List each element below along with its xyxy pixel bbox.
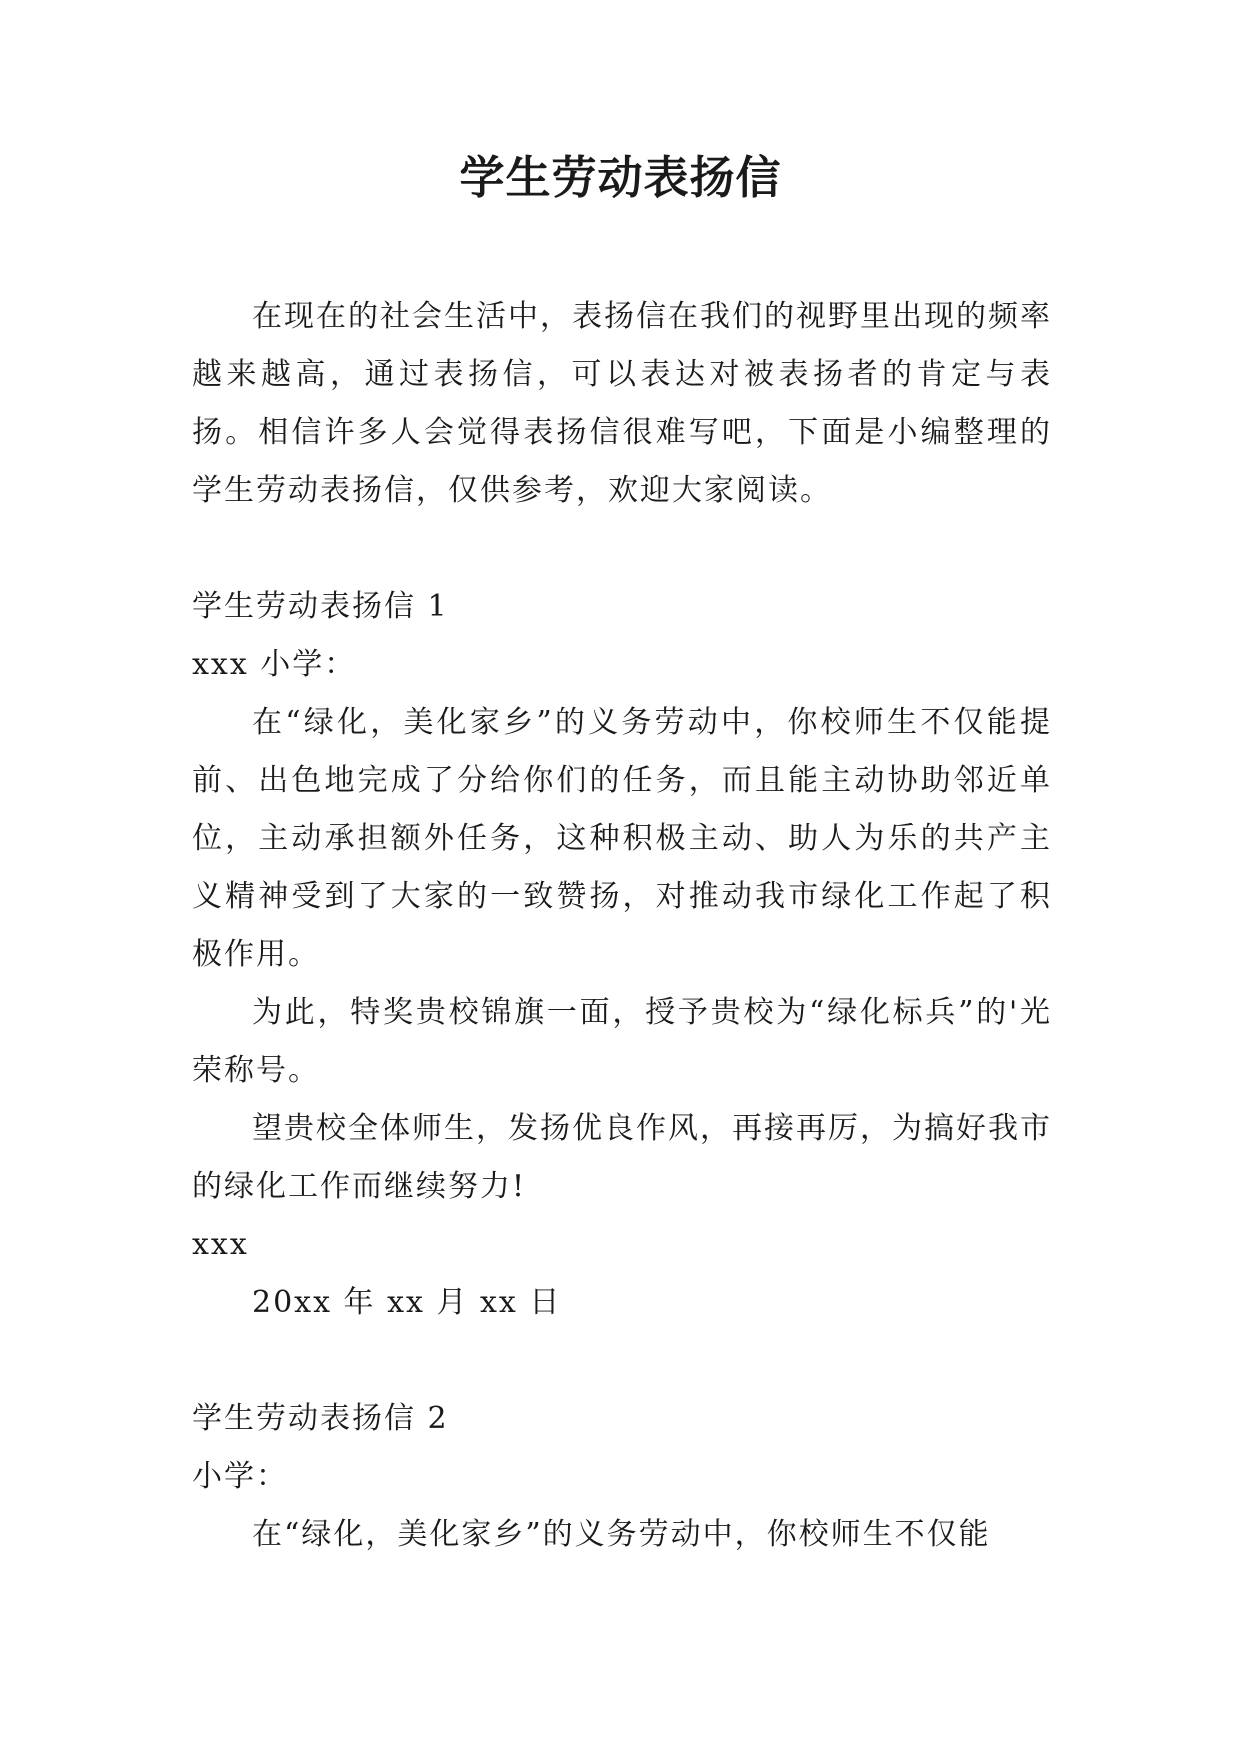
- letter1-date: 20xx 年 xx 月 xx 日: [252, 1285, 562, 1320]
- letter1-paragraph-2: 为此，特奖贵校锦旗一面，授予贵校为“绿化标兵”的'光荣称号。: [192, 995, 1052, 1088]
- letter1-paragraph-1: 在“绿化，美化家乡”的义务劳动中，你校师生不仅能提前、出色地完成了分给你们的任务，而且能主动协助邻近单位，主动承担额外任务，这种积极主动、助人为乐的共产主义精神受到了大家的一致赞扬，对推动我市绿化工作起了积极作用。: [192, 705, 1052, 972]
- letter2-salutation: 小学：: [192, 1459, 288, 1494]
- intro-paragraph: 在现在的社会生活中，表扬信在我们的视野里出现的频率越来越高，通过表扬信，可以表达对被表扬者的肯定与表扬。相信许多人会觉得表扬信很难写吧，下面是小编整理的学生劳动表扬信，仅供参考，欢迎大家阅读。: [192, 299, 1052, 508]
- letter1-signature: xxx: [192, 1227, 249, 1262]
- letter2-paragraph-1: 在“绿化，美化家乡”的义务劳动中，你校师生不仅能: [252, 1517, 991, 1552]
- document-title: 学生劳动表扬信: [459, 151, 782, 204]
- letter2-heading: 学生劳动表扬信 2: [192, 1401, 449, 1436]
- letter1-paragraph-3: 望贵校全体师生，发扬优良作风，再接再厉，为搞好我市的绿化工作而继续努力!: [192, 1111, 1052, 1204]
- letter1-salutation: xxx 小学：: [192, 647, 357, 682]
- document-body: [192, 288, 1052, 1564]
- spacer: [192, 520, 1052, 578]
- spacer: [192, 1332, 1052, 1390]
- letter1-heading: 学生劳动表扬信 1: [192, 589, 449, 624]
